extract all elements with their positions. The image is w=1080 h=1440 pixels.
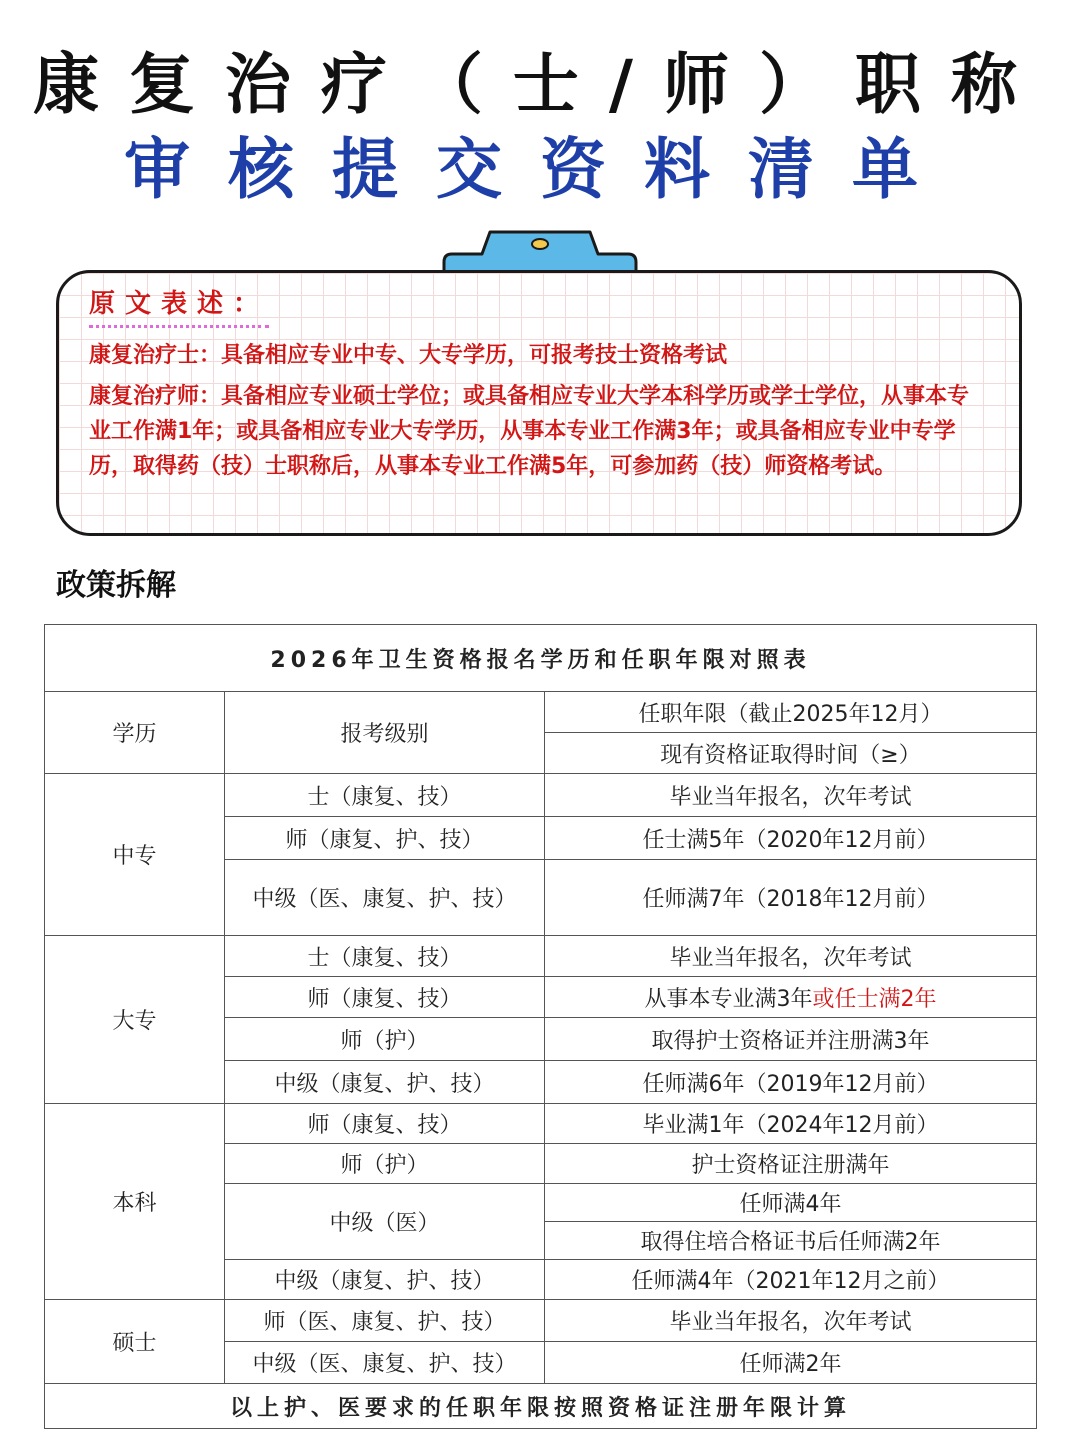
requirement-highlight: 或任士满2年 [812, 986, 937, 1012]
requirement-cell: 毕业满1年（2024年12月前） [545, 1104, 1037, 1144]
level-cell: 师（康复、技） [225, 1104, 545, 1144]
level-cell: 中级（医、康复、护、技） [225, 860, 545, 936]
level-cell: 士（康复、技） [225, 936, 545, 977]
original-paragraph: 康复治疗师：具备相应专业硕士学位；或具备相应专业大学本科学历或学士学位，从事本专业工作满1年；或具备相应专业大专学历，从事本专业工作满3年；或具备相应专业中专学历，取得药（技）士职称后，从事本专业工作满5年，可参加药（技）师资格考试。 [89, 384, 970, 479]
header-education: 学历 [45, 692, 225, 774]
requirement-cell: 任师满4年 [545, 1184, 1037, 1222]
section-title: 政策拆解 [56, 568, 176, 603]
requirement-cell: 取得住培合格证书后任师满2年 [545, 1222, 1037, 1260]
table-caption: 2026年卫生资格报名学历和任职年限对照表 [45, 625, 1037, 692]
page-title: 康复治疗（士/师）职称 [32, 46, 1048, 123]
header-years: 任职年限（截止2025年12月） [545, 692, 1037, 733]
level-cell: 中级（医、康复、护、技） [225, 1342, 545, 1384]
page-subtitle: 审核提交资料清单 [124, 131, 956, 208]
requirement-cell [545, 977, 1037, 1018]
edu-cell: 中专 [45, 774, 225, 936]
level-cell: 中级（康复、护、技） [225, 1061, 545, 1104]
requirement-text: 从事本专业满3年 [644, 986, 813, 1012]
level-cell: 师（护） [225, 1144, 545, 1184]
level-cell: 士（康复、技） [225, 774, 545, 817]
table-footnote: 以上护、医要求的任职年限按照资格证注册年限计算 [45, 1384, 1037, 1429]
original-paragraph: 康复治疗士：具备相应专业中专、大专学历，可报考技士资格考试 [89, 343, 728, 368]
level-cell: 师（康复、技） [225, 977, 545, 1018]
requirement-cell: 任师满2年 [545, 1342, 1037, 1384]
edu-cell: 硕士 [45, 1300, 225, 1384]
header-cert-time: 现有资格证取得时间（≥） [545, 733, 1037, 774]
qualification-table [44, 624, 1037, 1429]
edu-cell: 大专 [45, 936, 225, 1104]
original-text-card [56, 270, 1022, 536]
original-heading: 原文表述： [89, 287, 269, 328]
level-cell: 师（康复、护、技） [225, 817, 545, 860]
requirement-cell: 护士资格证注册满年 [545, 1144, 1037, 1184]
requirement-cell: 任师满6年（2019年12月前） [545, 1061, 1037, 1104]
requirement-cell: 毕业当年报名，次年考试 [545, 774, 1037, 817]
edu-cell: 本科 [45, 1104, 225, 1300]
requirement-cell: 毕业当年报名，次年考试 [545, 1300, 1037, 1342]
level-cell: 师（医、康复、护、技） [225, 1300, 545, 1342]
header-level: 报考级别 [225, 692, 545, 774]
requirement-cell: 任师满4年（2021年12月之前） [545, 1260, 1037, 1300]
level-cell: 中级（康复、护、技） [225, 1260, 545, 1300]
requirement-cell: 任师满7年（2018年12月前） [545, 860, 1037, 936]
requirement-cell: 取得护士资格证并注册满3年 [545, 1018, 1037, 1061]
level-cell: 师（护） [225, 1018, 545, 1061]
requirement-cell: 毕业当年报名，次年考试 [545, 936, 1037, 977]
level-cell: 中级（医） [225, 1184, 545, 1260]
requirement-cell: 任士满5年（2020年12月前） [545, 817, 1037, 860]
